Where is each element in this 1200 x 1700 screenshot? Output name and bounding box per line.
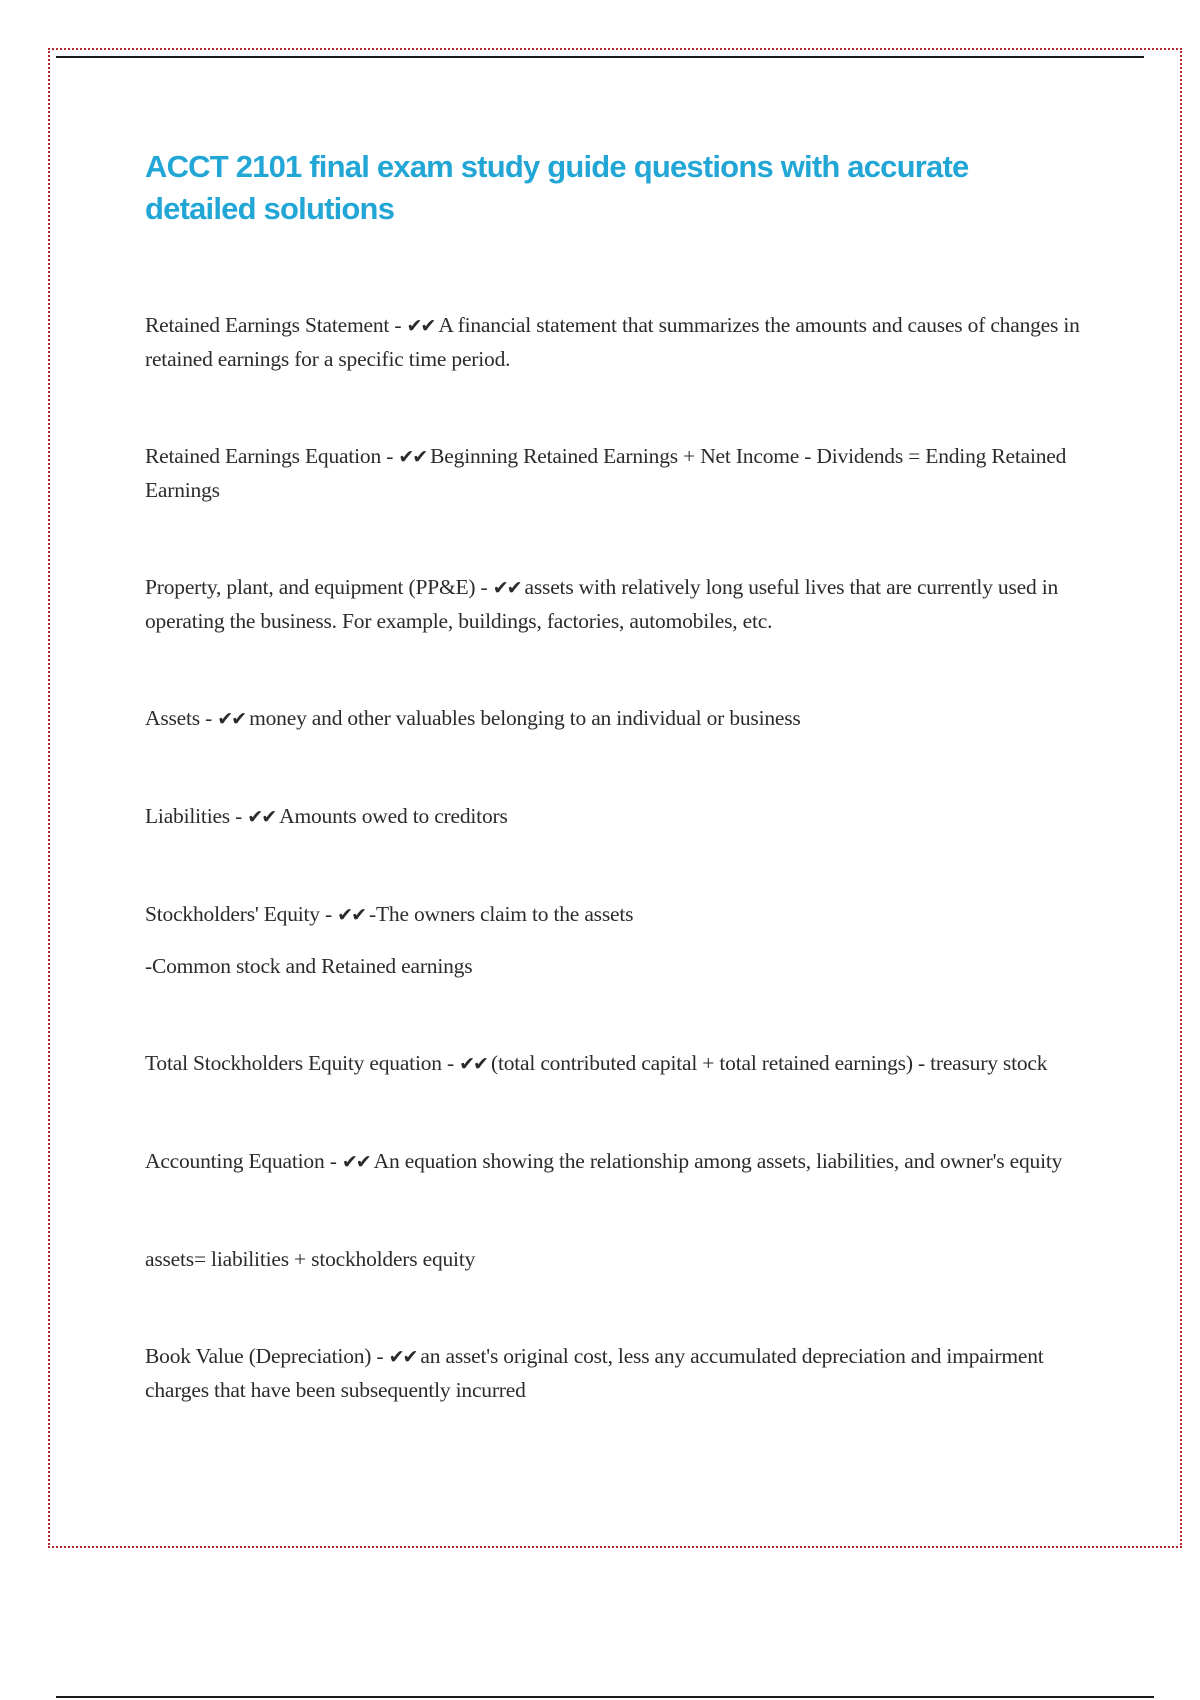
entry-definition: money and other valuables belonging to an individual or business xyxy=(249,706,801,730)
document-body xyxy=(145,146,1085,1471)
entry-continuation: -Common stock and Retained earnings xyxy=(145,954,473,978)
entry-book-value xyxy=(145,1340,1085,1407)
entry-term: Accounting Equation - xyxy=(145,1149,342,1173)
double-check-icon: ✔✔ xyxy=(406,315,435,337)
page-title: ACCT 2101 final exam study guide questions with accurate detailed solutions xyxy=(145,149,969,226)
entry-ppe xyxy=(145,571,1085,638)
entry-definition: Beginning Retained Earnings + Net Income - Dividends = Ending Retained Earnings xyxy=(145,444,1067,502)
entry-definition: -The owners claim to the assets xyxy=(369,902,634,926)
double-check-icon: ✔✔ xyxy=(459,1053,487,1075)
entry-definition: (total contributed capital + total retained earnings) - treasury stock xyxy=(490,1051,1048,1075)
entry-retained-earnings-equation xyxy=(145,440,1085,507)
entry-term: Stockholders' Equity - xyxy=(145,902,337,926)
entry-retained-earnings-statement xyxy=(145,309,1085,376)
double-check-icon: ✔✔ xyxy=(492,577,521,599)
entry-definition: Amounts owed to creditors xyxy=(279,804,508,828)
footer-rule xyxy=(56,1696,1154,1698)
entry-accounting-equation xyxy=(145,1145,1085,1179)
entry-definition: an asset's original cost, less any accumulated depreciation and impairment charges that have been subsequently incurred xyxy=(145,1344,1044,1402)
header-rule xyxy=(56,56,1144,58)
double-check-icon: ✔✔ xyxy=(247,806,276,828)
entry-term: Total Stockholders Equity equation - xyxy=(145,1051,459,1075)
entry-term: Assets - xyxy=(145,706,217,730)
entry-definition: A financial statement that summarizes the amounts and causes of changes in retained earnings for a specific time period. xyxy=(145,313,1080,371)
entry-definition: An equation showing the relationship among assets, liabilities, and owner's equity xyxy=(373,1149,1063,1173)
double-check-icon: ✔✔ xyxy=(337,904,366,926)
entry-term: Property, plant, and equipment (PP&E) - xyxy=(145,575,493,599)
entry-total-stockholders-equity xyxy=(145,1047,1085,1081)
double-check-icon: ✔✔ xyxy=(341,1151,370,1173)
entry-liabilities xyxy=(145,800,1085,834)
double-check-icon: ✔✔ xyxy=(388,1346,417,1368)
entry-stockholders-equity xyxy=(145,898,1085,932)
double-check-icon: ✔✔ xyxy=(398,446,427,468)
entry-term: Retained Earnings Equation - xyxy=(145,444,398,468)
entry-assets xyxy=(145,702,1085,736)
entry-definition: assets with relatively long useful lives that are currently used in operating the business. For example, buildings, factories, automobiles, etc. xyxy=(145,575,1059,633)
double-check-icon: ✔✔ xyxy=(217,708,246,730)
entry-term: Liabilities - xyxy=(145,804,247,828)
equation-line: assets= liabilities + stockholders equity xyxy=(145,1247,476,1271)
entry-term: Retained Earnings Statement - xyxy=(145,313,406,337)
entry-term: Book Value (Depreciation) - xyxy=(145,1344,389,1368)
